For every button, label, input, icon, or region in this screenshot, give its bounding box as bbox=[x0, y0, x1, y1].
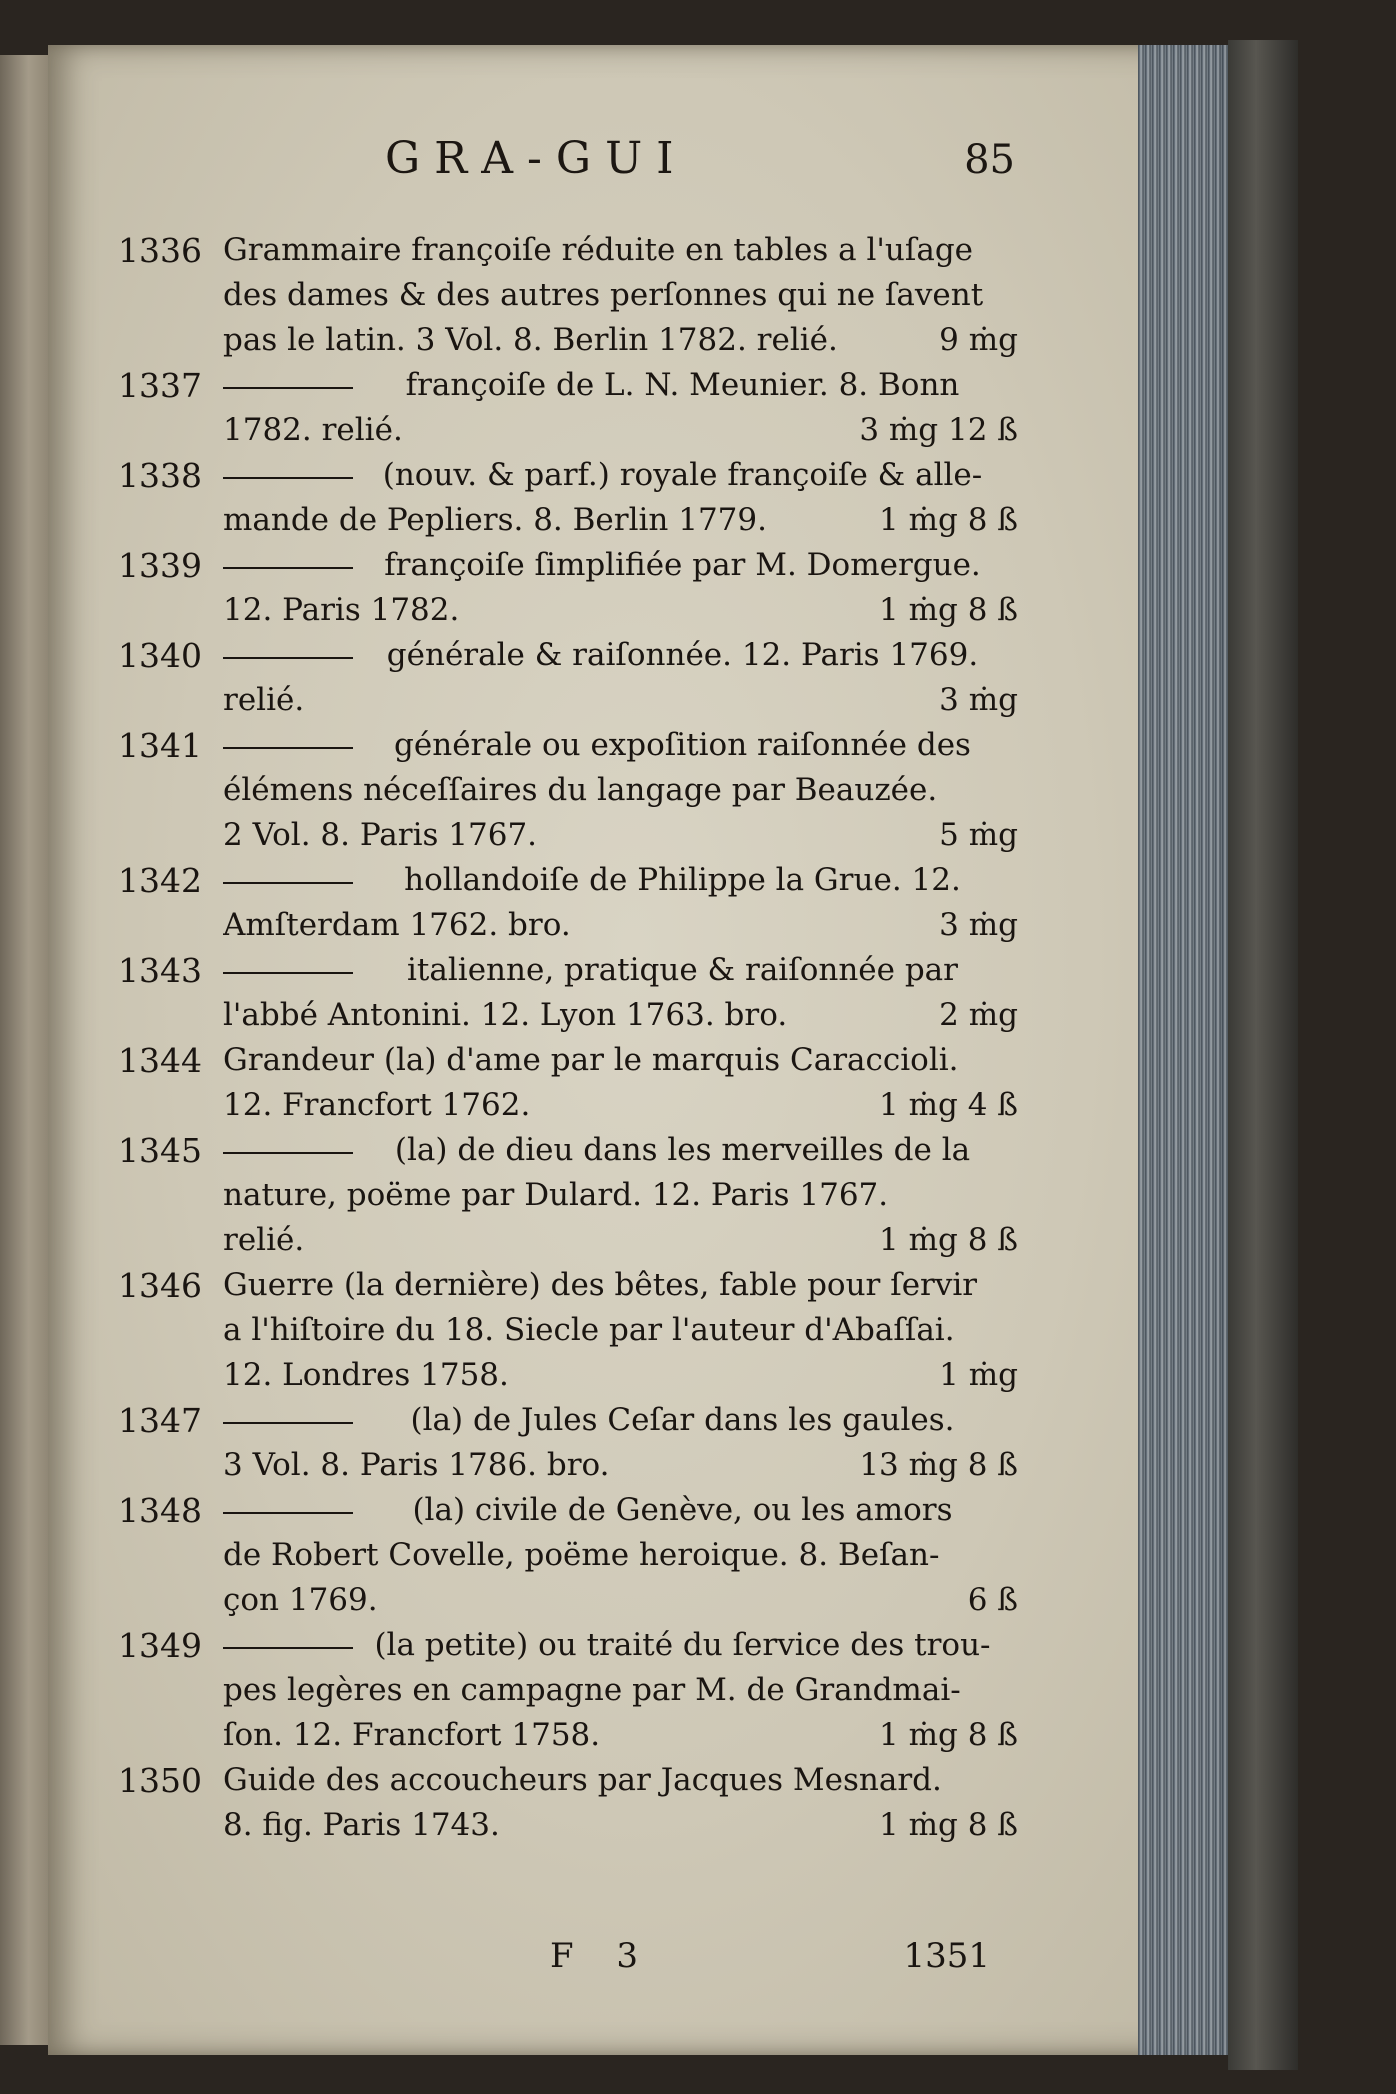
catalog-entry bbox=[118, 1623, 1018, 1758]
entry-line bbox=[223, 1488, 1018, 1533]
entry-number: 1343 bbox=[118, 951, 202, 990]
catalog-entry bbox=[118, 1758, 1018, 1848]
entry-price: 1 ṁg 8 ß bbox=[879, 1717, 1018, 1753]
entry-line bbox=[223, 1083, 1018, 1128]
entry-number: 1347 bbox=[118, 1401, 202, 1440]
ditto-dash bbox=[223, 882, 353, 884]
catalog-entry bbox=[118, 543, 1018, 633]
entry-text bbox=[223, 408, 403, 453]
ditto-dash bbox=[223, 657, 353, 659]
catalog-entry bbox=[118, 228, 1018, 363]
entry-price: 9 ṁg bbox=[939, 322, 1018, 358]
catalog-entry bbox=[118, 1263, 1018, 1398]
entry-text-content: françoiſe de L. N. Meunier. 8. Bonn bbox=[405, 367, 960, 403]
ditto-dash bbox=[223, 1512, 353, 1514]
entry-text bbox=[383, 453, 983, 498]
entry-text-content: générale & raiſonnée. 12. Paris 1769. bbox=[386, 637, 979, 673]
entry-line bbox=[223, 1713, 1018, 1758]
entry-text bbox=[387, 633, 978, 678]
entry-text bbox=[394, 723, 971, 768]
entry-line bbox=[223, 1263, 1018, 1308]
entry-text bbox=[223, 1668, 961, 1713]
entry-line bbox=[223, 1173, 1018, 1218]
entry-text bbox=[411, 1398, 955, 1443]
entry-text bbox=[223, 588, 459, 633]
entry-number: 1340 bbox=[118, 636, 202, 675]
entry-line bbox=[223, 723, 1018, 768]
entry-text-content: hollandoiſe de Philippe la Grue. 12. bbox=[404, 862, 961, 898]
page-header bbox=[385, 133, 1015, 193]
entry-text bbox=[223, 1713, 600, 1758]
ditto-dash bbox=[223, 1647, 353, 1649]
catchword: 1351 bbox=[903, 1936, 990, 1976]
entry-number: 1342 bbox=[118, 861, 202, 900]
entry-text-content: italienne, pratique & raiſonnée par bbox=[407, 952, 958, 988]
signature-mark: F 3 bbox=[550, 1936, 655, 1976]
entry-price: 1 ṁg 8 ß bbox=[879, 1222, 1018, 1258]
entry-text-content: l'abbé Antonini. 12. Lyon 1763. bro. bbox=[223, 997, 788, 1033]
entry-text bbox=[223, 1308, 955, 1353]
entry-text bbox=[223, 768, 937, 813]
entry-number: 1345 bbox=[118, 1131, 202, 1170]
entry-line bbox=[223, 453, 1018, 498]
entry-line bbox=[223, 1398, 1018, 1443]
entry-price: 13 ṁg 8 ß bbox=[859, 1447, 1018, 1483]
entry-text-content: 1782. relié. bbox=[223, 412, 403, 448]
entry-text-content: Guerre (la dernière) des bêtes, fable pour ſervir bbox=[223, 1267, 978, 1303]
book-cover bbox=[1228, 40, 1298, 2070]
entry-number: 1338 bbox=[118, 456, 202, 495]
entry-line bbox=[223, 1803, 1018, 1848]
entry-text-content: pes legères en campagne par M. de Grandmai- bbox=[223, 1672, 961, 1708]
entry-line bbox=[223, 408, 1018, 453]
entry-price: 1 ṁg 4 ß bbox=[879, 1087, 1018, 1123]
entry-text-content: ſon. 12. Francfort 1758. bbox=[223, 1717, 601, 1753]
entry-price: 2 ṁg bbox=[939, 997, 1018, 1033]
entry-text bbox=[223, 498, 767, 543]
entry-text bbox=[412, 1488, 952, 1533]
entry-line bbox=[223, 273, 1018, 318]
entry-text-content: 12. Londres 1758. bbox=[223, 1357, 509, 1393]
entry-text bbox=[223, 1443, 610, 1488]
entry-line bbox=[223, 1758, 1018, 1803]
entry-text bbox=[223, 228, 973, 273]
entry-text-content: (la) de Jules Ceſar dans les gaules. bbox=[410, 1402, 955, 1438]
entry-line bbox=[223, 903, 1018, 948]
entry-text-content: Grammaire françoiſe réduite en tables a l'uſage bbox=[223, 232, 974, 268]
entry-text bbox=[223, 1263, 977, 1308]
ditto-dash bbox=[223, 387, 353, 389]
entry-text-content: (nouv. & parf.) royale françoiſe & alle- bbox=[382, 457, 983, 493]
entry-text bbox=[223, 993, 787, 1038]
running-title: GRA-GUI bbox=[385, 133, 688, 184]
entry-number: 1336 bbox=[118, 231, 202, 270]
entry-number: 1339 bbox=[118, 546, 202, 585]
entry-line bbox=[223, 1668, 1018, 1713]
entry-number: 1337 bbox=[118, 366, 202, 405]
entry-line bbox=[223, 228, 1018, 273]
entry-line bbox=[223, 768, 1018, 813]
page-block-edges bbox=[1138, 45, 1230, 2055]
ditto-dash bbox=[223, 1152, 353, 1154]
ditto-dash bbox=[223, 477, 353, 479]
catalog-entry bbox=[118, 1038, 1018, 1128]
entry-line bbox=[223, 813, 1018, 858]
entry-text-content: 3 Vol. 8. Paris 1786. bro. bbox=[223, 1447, 610, 1483]
entry-text bbox=[223, 678, 304, 723]
entry-text-content: élémens néceſſaires du langage par Beauzée. bbox=[223, 772, 938, 808]
entry-text bbox=[223, 1173, 888, 1218]
entry-price: 1 ṁg 8 ß bbox=[879, 1807, 1018, 1843]
entry-line bbox=[223, 1533, 1018, 1578]
entry-text-content: 8. fig. Paris 1743. bbox=[223, 1807, 500, 1843]
entry-text-content: (la petite) ou traité du ſervice des trou- bbox=[374, 1627, 991, 1663]
entry-price: 3 ṁg bbox=[939, 682, 1018, 718]
entry-text bbox=[223, 1353, 509, 1398]
entry-text bbox=[223, 1803, 500, 1848]
entry-text-content: relié. bbox=[223, 1222, 305, 1258]
entry-line bbox=[223, 633, 1018, 678]
entry-text-content: pas le latin. 3 Vol. 8. Berlin 1782. relié. bbox=[223, 322, 838, 358]
entry-text-content: çon 1769. bbox=[223, 1582, 378, 1618]
entry-line bbox=[223, 1038, 1018, 1083]
entry-price: 5 ṁg bbox=[939, 817, 1018, 853]
entry-line bbox=[223, 948, 1018, 993]
entry-text-content: 2 Vol. 8. Paris 1767. bbox=[223, 817, 538, 853]
catalog-entry bbox=[118, 948, 1018, 1038]
entry-line bbox=[223, 1353, 1018, 1398]
catalog-entry bbox=[118, 1488, 1018, 1623]
entry-text-content: Grandeur (la) d'ame par le marquis Caraccioli. bbox=[223, 1042, 959, 1078]
catalog-entry bbox=[118, 1398, 1018, 1488]
entry-price: 3 ṁg bbox=[939, 907, 1018, 943]
entry-line bbox=[223, 993, 1018, 1038]
entry-text-content: des dames & des autres perſonnes qui ne ſavent bbox=[223, 277, 984, 313]
entry-line bbox=[223, 678, 1018, 723]
entry-text bbox=[223, 903, 571, 948]
entry-price: 1 ṁg 8 ß bbox=[879, 592, 1018, 628]
entry-line bbox=[223, 1128, 1018, 1173]
entry-text-content: générale ou expoſition raiſonnée des bbox=[394, 727, 971, 763]
entry-price: 6 ß bbox=[967, 1582, 1018, 1618]
entry-text-content: 12. Francfort 1762. bbox=[223, 1087, 531, 1123]
entry-line bbox=[223, 1578, 1018, 1623]
catalog-entry bbox=[118, 363, 1018, 453]
entry-text bbox=[223, 318, 838, 363]
page-number: 85 bbox=[964, 137, 1015, 183]
entry-text bbox=[223, 1758, 942, 1803]
entry-text-content: Amſterdam 1762. bro. bbox=[223, 907, 571, 943]
entry-text bbox=[223, 1533, 939, 1578]
entry-line bbox=[223, 1218, 1018, 1263]
entry-price: 1 ṁg 8 ß bbox=[879, 502, 1018, 538]
entry-line bbox=[223, 1443, 1018, 1488]
entry-text bbox=[223, 1218, 304, 1263]
entry-text-content: de Robert Covelle, poëme heroique. 8. Beſan- bbox=[223, 1537, 940, 1573]
entry-text bbox=[384, 543, 981, 588]
entry-text bbox=[404, 858, 961, 903]
entry-number: 1344 bbox=[118, 1041, 202, 1080]
catalog-entries bbox=[118, 228, 1018, 1848]
page-footer bbox=[550, 1936, 990, 1986]
entry-text-content: 12. Paris 1782. bbox=[223, 592, 460, 628]
entry-text-content: françoiſe ſimplifiée par M. Domergue. bbox=[384, 547, 981, 583]
entry-text bbox=[374, 1623, 990, 1668]
catalog-entry bbox=[118, 858, 1018, 948]
entry-line bbox=[223, 858, 1018, 903]
entry-number: 1349 bbox=[118, 1626, 202, 1665]
entry-line bbox=[223, 498, 1018, 543]
entry-text bbox=[223, 1083, 530, 1128]
entry-text-content: (la) de dieu dans les merveilles de la bbox=[394, 1132, 971, 1168]
entry-text-content: Guide des accoucheurs par Jacques Mesnard. bbox=[223, 1762, 942, 1798]
entry-text bbox=[223, 1038, 959, 1083]
entry-text bbox=[395, 1128, 970, 1173]
entry-price: 1 ṁg bbox=[939, 1357, 1018, 1393]
entry-price: 3 ṁg 12 ß bbox=[859, 412, 1018, 448]
entry-text bbox=[223, 1578, 378, 1623]
entry-number: 1346 bbox=[118, 1266, 202, 1305]
entry-text bbox=[223, 813, 537, 858]
catalog-entry bbox=[118, 453, 1018, 543]
catalog-entry bbox=[118, 1128, 1018, 1263]
ditto-dash bbox=[223, 567, 353, 569]
entry-line bbox=[223, 363, 1018, 408]
entry-number: 1350 bbox=[118, 1761, 202, 1800]
entry-text-content: relié. bbox=[223, 682, 305, 718]
entry-line bbox=[223, 1623, 1018, 1668]
entry-line bbox=[223, 1308, 1018, 1353]
entry-text bbox=[223, 273, 983, 318]
entry-number: 1341 bbox=[118, 726, 202, 765]
entry-text bbox=[407, 948, 958, 993]
entry-number: 1348 bbox=[118, 1491, 202, 1530]
ditto-dash bbox=[223, 972, 353, 974]
entry-line bbox=[223, 588, 1018, 633]
entry-text-content: nature, poëme par Dulard. 12. Paris 1767. bbox=[223, 1177, 889, 1213]
entry-line bbox=[223, 543, 1018, 588]
ditto-dash bbox=[223, 1422, 353, 1424]
catalog-entry bbox=[118, 723, 1018, 858]
entry-text-content: (la) civile de Genève, ou les amors bbox=[412, 1492, 953, 1528]
entry-text-content: mande de Pepliers. 8. Berlin 1779. bbox=[223, 502, 767, 538]
previous-page-edge bbox=[0, 55, 54, 2045]
entry-text bbox=[406, 363, 960, 408]
catalog-entry bbox=[118, 633, 1018, 723]
entry-text-content: a l'hiſtoire du 18. Siecle par l'auteur d'Abaſſai. bbox=[223, 1312, 955, 1348]
ditto-dash bbox=[223, 747, 353, 749]
entry-line bbox=[223, 318, 1018, 363]
